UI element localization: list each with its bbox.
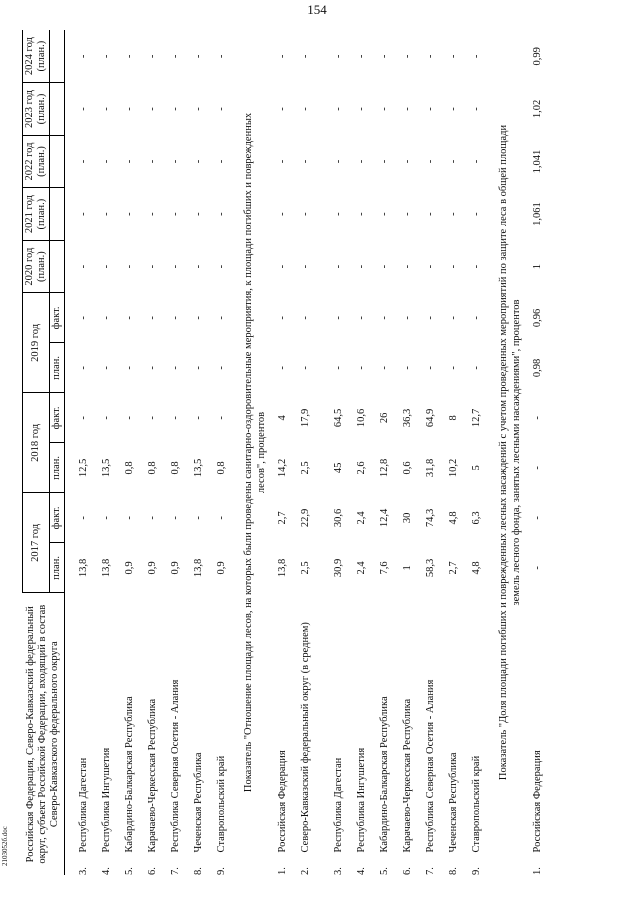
value-cell: - — [402, 366, 413, 370]
value-cell: - — [402, 159, 413, 164]
table-row — [121, 30, 144, 875]
value-cell: - — [124, 212, 135, 216]
value-cell: - — [170, 159, 181, 164]
value-cell: - — [448, 316, 459, 320]
table-row — [445, 30, 468, 875]
value-cell: - — [124, 516, 135, 520]
value-cell: 0,8 — [147, 461, 158, 475]
value-cell: - — [193, 366, 204, 370]
value-cell: - — [78, 54, 89, 59]
value-cell: - — [300, 54, 311, 59]
value-cell: - — [193, 316, 204, 320]
value-cell: 58,3 — [425, 558, 436, 578]
row-region-name: Северо-Кавказский федеральный округ (в среднем) — [300, 622, 311, 853]
value-cell: 0,98 — [532, 358, 543, 378]
value-cell: 0,8 — [216, 461, 227, 475]
value-cell: - — [277, 107, 288, 111]
value-cell: - — [216, 416, 227, 420]
value-cell: 13,5 — [101, 458, 112, 478]
value-cell: - — [147, 54, 158, 59]
value-cell: - — [379, 54, 390, 59]
value-cell: 1 — [532, 264, 543, 270]
value-cell: - — [78, 212, 89, 216]
value-cell: - — [471, 264, 482, 269]
value-cell: - — [78, 366, 89, 370]
row-region-name: Республика Дагестан — [78, 757, 89, 853]
document-footer: 2103052б.doc — [1, 826, 9, 866]
header-year-2017: 2017 год — [23, 493, 50, 593]
value-cell: - — [193, 54, 204, 59]
value-cell: 31,8 — [425, 458, 436, 478]
row-number: 3. — [333, 867, 344, 875]
row-region-name: Карачаево-Черкесская Республика — [402, 698, 413, 853]
value-cell: 22,9 — [300, 508, 311, 528]
header-year-2022 — [23, 135, 50, 188]
value-cell: 10,2 — [448, 458, 459, 478]
value-cell: 12,5 — [78, 458, 89, 478]
row-number: 8. — [193, 867, 204, 875]
value-cell: - — [101, 316, 112, 320]
value-cell: - — [379, 159, 390, 164]
value-cell: - — [300, 212, 311, 216]
row-number: 6. — [147, 867, 158, 875]
value-cell: - — [101, 159, 112, 164]
header-plan-note: (план.) — [36, 251, 47, 283]
value-cell: 13,8 — [277, 558, 288, 578]
value-cell: 64,9 — [425, 408, 436, 428]
header-year-2024-label: 2024 год — [24, 37, 35, 76]
rotated-table-area — [22, 30, 627, 875]
value-cell: - — [193, 212, 204, 216]
value-cell: 12,4 — [379, 508, 390, 528]
value-cell: - — [216, 366, 227, 370]
value-cell: 10,6 — [356, 408, 367, 428]
value-cell: - — [101, 516, 112, 520]
table-row — [422, 30, 445, 875]
value-cell: - — [532, 516, 543, 520]
indicator-table — [22, 30, 552, 875]
value-cell: 30,9 — [333, 558, 344, 578]
indicator-title: Показатель "Доля площади погибших и поврежденных лесных насаждений с учетом проведенных мероприятий по защите леса в общей площади земель лесного фонда, занятых лесными насаждениями", процентов — [498, 124, 522, 781]
value-cell: - — [532, 416, 543, 420]
value-cell: - — [101, 107, 112, 111]
value-cell: - — [425, 366, 436, 370]
row-region-name: Кабардино-Балкарская Республика — [124, 696, 135, 853]
value-cell: - — [170, 316, 181, 320]
value-cell: - — [101, 366, 112, 370]
value-cell: - — [471, 316, 482, 320]
value-cell: - — [402, 316, 413, 320]
value-cell: 0,9 — [124, 561, 135, 575]
value-cell: - — [101, 212, 112, 216]
value-cell: - — [425, 264, 436, 269]
value-cell: - — [277, 366, 288, 370]
value-cell: 30,6 — [333, 508, 344, 528]
header-year-2020 — [23, 240, 50, 293]
header-year-2019: 2019 год — [23, 293, 50, 393]
value-cell: - — [78, 516, 89, 520]
value-cell: 13,8 — [193, 558, 204, 578]
value-cell: - — [216, 264, 227, 269]
value-cell: - — [448, 107, 459, 111]
value-cell: - — [277, 212, 288, 216]
table-row — [98, 30, 121, 875]
value-cell: 36,3 — [402, 408, 413, 428]
header-plan-note: (план.) — [36, 198, 47, 230]
row-number: 4. — [356, 867, 367, 875]
value-cell: 12,7 — [471, 408, 482, 428]
row-region-name: Чеченская Республика — [193, 752, 204, 853]
value-cell: - — [300, 316, 311, 320]
table-row — [75, 30, 98, 875]
value-cell: - — [193, 107, 204, 111]
row-number: 1. — [532, 867, 543, 875]
header-plan-note: (план.) — [36, 146, 47, 177]
value-cell: - — [333, 212, 344, 216]
value-cell: - — [379, 316, 390, 320]
row-region-name: Российская Федерация — [277, 750, 288, 853]
value-cell: 13,8 — [101, 558, 112, 578]
value-cell: - — [402, 212, 413, 216]
row-region-name: Республика Ингушетия — [101, 747, 112, 853]
value-cell: - — [379, 264, 390, 269]
row-number: 8. — [448, 867, 459, 875]
value-cell: - — [124, 107, 135, 111]
value-cell: 26 — [379, 412, 390, 424]
value-cell: - — [356, 316, 367, 320]
header-plan-spacer — [50, 188, 65, 241]
value-cell: 0,6 — [402, 461, 413, 475]
value-cell: - — [101, 416, 112, 420]
value-cell: 30 — [402, 512, 413, 524]
table-row — [144, 30, 167, 875]
row-region-name: Российская Федерация — [532, 750, 543, 853]
value-cell: 2,6 — [356, 461, 367, 475]
value-cell: - — [333, 366, 344, 370]
value-cell: - — [448, 264, 459, 269]
header-plan-2018: план. — [50, 443, 65, 493]
value-cell: 0,9 — [216, 561, 227, 575]
header-year-2023 — [23, 83, 50, 136]
value-cell: - — [216, 159, 227, 164]
table-row — [297, 30, 330, 875]
value-cell: - — [300, 107, 311, 111]
value-cell: - — [471, 159, 482, 164]
value-cell: - — [147, 416, 158, 420]
value-cell: - — [402, 54, 413, 59]
row-region-name: Ставропольский край — [216, 755, 227, 853]
value-cell: - — [356, 54, 367, 59]
value-cell: - — [356, 366, 367, 370]
value-cell: 2,4 — [356, 561, 367, 575]
value-cell: - — [379, 107, 390, 111]
value-cell: - — [147, 264, 158, 269]
header-year-2021-label: 2021 год — [24, 195, 35, 234]
value-cell: 0,9 — [147, 561, 158, 575]
value-cell: - — [170, 54, 181, 59]
value-cell: - — [78, 416, 89, 420]
table-row — [167, 30, 190, 875]
table-row — [190, 30, 213, 875]
header-plan-2017: план. — [50, 543, 65, 593]
table-row — [274, 30, 297, 875]
value-cell: - — [333, 159, 344, 164]
header-year-2024 — [23, 30, 50, 83]
row-region-name: Республика Северная Осетия - Алания — [170, 679, 181, 853]
row-region-name: Ставропольский край — [471, 755, 482, 853]
value-cell: - — [532, 466, 543, 470]
header-year-2022-label: 2022 год — [24, 142, 35, 181]
value-cell: - — [379, 366, 390, 370]
value-cell: - — [124, 159, 135, 164]
value-cell: - — [147, 159, 158, 164]
value-cell: - — [448, 212, 459, 216]
row-number: 4. — [101, 867, 112, 875]
row-region-name: Республика Ингушетия — [356, 747, 367, 853]
table-row — [468, 30, 491, 875]
value-cell: - — [78, 316, 89, 320]
value-cell: - — [147, 107, 158, 111]
value-cell: - — [425, 212, 436, 216]
value-cell: - — [124, 264, 135, 269]
header-year-2023-label: 2023 год — [24, 89, 35, 128]
row-number: 5. — [124, 867, 135, 875]
value-cell: - — [300, 159, 311, 164]
value-cell: 74,3 — [425, 508, 436, 528]
value-cell: - — [356, 212, 367, 216]
row-number: 7. — [425, 867, 436, 875]
value-cell: 17,9 — [300, 408, 311, 428]
value-cell: - — [425, 159, 436, 164]
header-plan-spacer — [50, 83, 65, 136]
table-row — [330, 30, 353, 875]
row-region-name: Республика Дагестан — [333, 757, 344, 853]
value-cell: - — [124, 366, 135, 370]
value-cell: - — [277, 54, 288, 59]
indicator-row — [236, 30, 274, 875]
header-plan-note: (план.) — [36, 40, 47, 72]
value-cell: - — [216, 107, 227, 111]
header-plan-2019: план. — [50, 343, 65, 393]
value-cell: - — [78, 264, 89, 269]
value-cell: - — [532, 566, 543, 570]
value-cell: - — [333, 316, 344, 320]
value-cell: 2,7 — [448, 561, 459, 575]
value-cell: - — [471, 366, 482, 370]
value-cell: - — [402, 107, 413, 111]
value-cell: - — [277, 264, 288, 269]
value-cell: 0,9 — [170, 561, 181, 575]
value-cell: - — [170, 212, 181, 216]
value-cell: 64,5 — [333, 408, 344, 428]
value-cell: 1,061 — [532, 202, 543, 226]
row-number: 1. — [277, 867, 288, 875]
value-cell: - — [300, 264, 311, 269]
value-cell: - — [193, 264, 204, 269]
value-cell: 0,99 — [532, 47, 543, 66]
value-cell: - — [356, 159, 367, 164]
table-row — [376, 30, 399, 875]
value-cell: - — [78, 159, 89, 164]
value-cell: 0,8 — [170, 461, 181, 475]
header-fact-2018: факт. — [50, 393, 65, 443]
value-cell: - — [402, 264, 413, 269]
value-cell: - — [333, 54, 344, 59]
row-number: 9. — [216, 867, 227, 875]
value-cell: - — [147, 212, 158, 216]
value-cell: - — [216, 316, 227, 320]
header-plan-spacer — [50, 135, 65, 188]
table-header — [23, 30, 65, 875]
page-number: 154 — [307, 2, 327, 17]
row-region-name: Республика Северная Осетия - Алания — [425, 679, 436, 853]
row-number: 2. — [300, 867, 311, 875]
indicator-title: Показатель "Отношение площади лесов, на которых были проведены санитарно-оздоровительные мероприятия, к площади погибших и поврежденных лесов", процентов — [243, 112, 267, 793]
value-cell: 1,02 — [532, 99, 543, 119]
value-cell: - — [170, 416, 181, 420]
value-cell: 1,041 — [532, 149, 543, 174]
value-cell: 2,5 — [300, 461, 311, 475]
value-cell: - — [147, 316, 158, 320]
value-cell: - — [425, 316, 436, 320]
value-cell: - — [147, 516, 158, 520]
row-number: 3. — [78, 867, 89, 875]
value-cell: 0,8 — [124, 461, 135, 475]
value-cell: - — [333, 107, 344, 111]
value-cell: - — [170, 366, 181, 370]
header-region-column: Российская Федерация, Северо-Кавказский федеральный округ, субъект Российской Федерации, входящий в состав Северо-Кавказского федерального округа — [23, 593, 65, 875]
value-cell: - — [471, 107, 482, 111]
value-cell: - — [170, 264, 181, 269]
value-cell: - — [124, 416, 135, 420]
value-cell: 6,3 — [471, 511, 482, 525]
header-plan-spacer — [50, 30, 65, 83]
value-cell: - — [170, 107, 181, 111]
value-cell: - — [425, 54, 436, 59]
value-cell: 4,8 — [448, 511, 459, 525]
value-cell: 14,2 — [277, 458, 288, 478]
value-cell: 1 — [402, 565, 413, 571]
spacer — [65, 30, 76, 875]
value-cell: 2,4 — [356, 511, 367, 525]
table-row — [399, 30, 422, 875]
row-number: 7. — [170, 867, 181, 875]
row-number: 6. — [402, 867, 413, 875]
header-fact-2017: факт. — [50, 493, 65, 543]
value-cell: - — [124, 316, 135, 320]
indicator-row — [491, 30, 529, 875]
row-region-name: Карачаево-Черкесская Республика — [147, 698, 158, 853]
value-cell: 12,8 — [379, 458, 390, 478]
row-region-name: Чеченская Республика — [448, 752, 459, 853]
value-cell: - — [147, 366, 158, 370]
value-cell: 2,5 — [300, 561, 311, 575]
value-cell: - — [379, 212, 390, 216]
row-region-name: Кабардино-Балкарская Республика — [379, 696, 390, 853]
header-plan-spacer — [50, 240, 65, 293]
value-cell: - — [356, 264, 367, 269]
value-cell: 13,8 — [78, 558, 89, 578]
value-cell: 4,8 — [471, 561, 482, 575]
value-cell: - — [216, 212, 227, 216]
value-cell: - — [425, 107, 436, 111]
value-cell: 7,6 — [379, 561, 390, 575]
value-cell: 4 — [277, 415, 288, 421]
header-year-2018: 2018 год — [23, 393, 50, 493]
value-cell: - — [216, 54, 227, 59]
value-cell: - — [300, 366, 311, 370]
value-cell: - — [193, 416, 204, 420]
header-plan-note: (план.) — [36, 93, 47, 125]
value-cell: 8 — [448, 415, 459, 421]
value-cell: - — [356, 107, 367, 111]
value-cell: 0,96 — [532, 308, 543, 328]
value-cell: - — [448, 54, 459, 59]
value-cell: - — [448, 366, 459, 370]
value-cell: - — [193, 159, 204, 164]
value-cell: - — [471, 54, 482, 59]
table-body — [65, 30, 553, 875]
value-cell: 2,7 — [277, 511, 288, 525]
value-cell: - — [124, 54, 135, 59]
value-cell: - — [193, 516, 204, 520]
value-cell: - — [170, 516, 181, 520]
row-number: 9. — [471, 867, 482, 875]
value-cell: 45 — [333, 462, 344, 474]
header-year-2021 — [23, 188, 50, 241]
header-year-2020-label: 2020 год — [24, 247, 35, 286]
table-row — [213, 30, 236, 875]
value-cell: - — [471, 212, 482, 216]
value-cell: - — [101, 264, 112, 269]
row-number: 5. — [379, 867, 390, 875]
value-cell: - — [448, 159, 459, 164]
value-cell: 5 — [471, 465, 482, 471]
value-cell: 13,5 — [193, 458, 204, 478]
value-cell: - — [277, 159, 288, 164]
header-fact-2019: факт. — [50, 293, 65, 343]
value-cell: - — [78, 107, 89, 111]
table-row — [529, 30, 552, 875]
value-cell: - — [277, 316, 288, 320]
value-cell: - — [101, 54, 112, 59]
value-cell: - — [216, 516, 227, 520]
table-row — [353, 30, 376, 875]
value-cell: - — [333, 264, 344, 269]
